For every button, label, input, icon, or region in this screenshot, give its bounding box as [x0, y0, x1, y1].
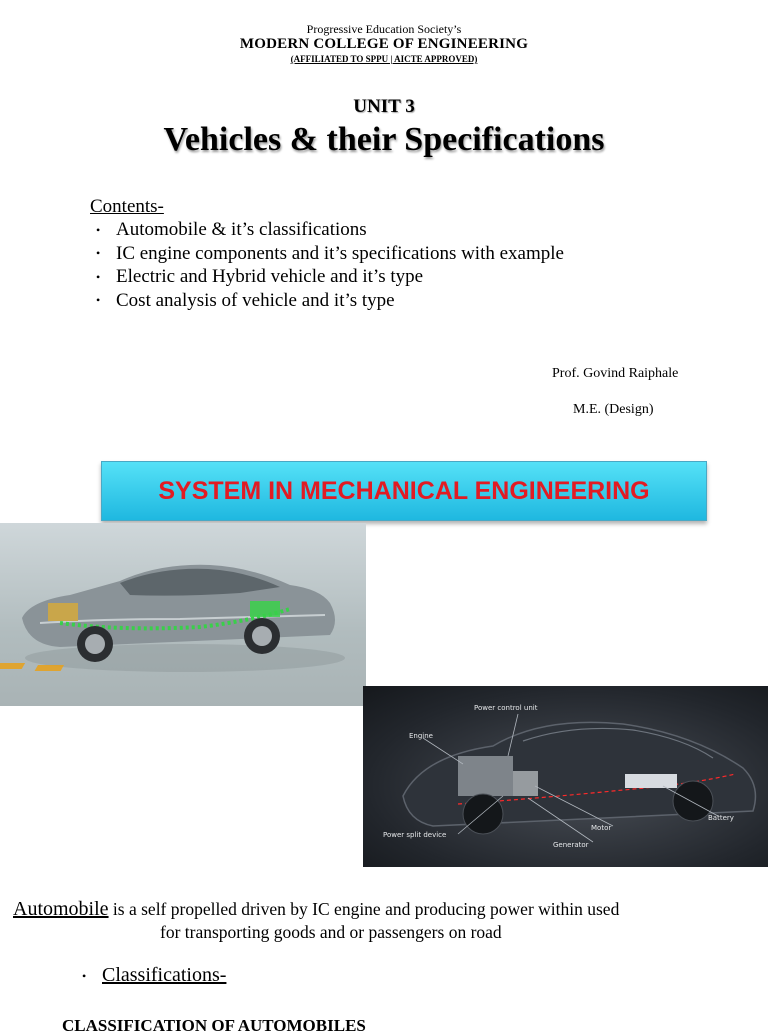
section-banner — [101, 461, 707, 521]
hybrid-car-diagram — [363, 686, 768, 867]
electric-car-image — [0, 523, 366, 706]
college-name: MODERN COLLEGE OF ENGINEERING — [239, 36, 529, 52]
definition-line-1: is a self propelled driven by IC engine and producing power within used — [108, 899, 620, 919]
label-power-split-device: Power split device — [383, 831, 447, 839]
bullet-icon: • — [82, 968, 87, 983]
bullet-icon: • — [96, 293, 101, 308]
definition-line-2: for transporting goods and or passengers on road — [160, 922, 502, 942]
automobile-term: Automobile — [13, 898, 109, 920]
list-item — [96, 265, 564, 289]
list-item — [96, 242, 564, 266]
label-battery: Battery — [708, 814, 734, 822]
list-item-text: Cost analysis of vehicle and it’s type — [116, 289, 395, 311]
hybrid-diagram-illustration — [363, 686, 768, 867]
automobile-definition — [13, 898, 753, 944]
author-name: Prof. Govind Raiphale — [552, 366, 679, 381]
label-motor: Motor — [591, 824, 612, 832]
bullet-icon: • — [96, 246, 101, 261]
list-item-text: IC engine components and it’s specifications with example — [116, 242, 564, 264]
list-item-text: Automobile & it’s classifications — [116, 219, 367, 240]
classifications-label: Classifications- — [102, 964, 227, 986]
list-item — [96, 218, 564, 242]
label-power-control-unit: Power control unit — [474, 704, 538, 712]
contents-list — [96, 218, 564, 312]
society-name: Progressive Education Society’s — [306, 22, 462, 36]
page-title: Vehicles & their Specifications — [163, 121, 605, 158]
contents-heading: Contents- — [90, 196, 164, 217]
list-item-text: Electric and Hybrid vehicle and it’s type — [116, 266, 424, 287]
bullet-icon: • — [96, 269, 101, 284]
classification-heading: CLASSIFICATION OF AUTOMOBILES — [62, 1016, 366, 1035]
list-item — [96, 289, 564, 313]
affiliation-note: (AFFILIATED TO SPPU | AICTE APPROVED) — [290, 54, 478, 64]
bullet-icon: • — [96, 222, 101, 237]
label-engine: Engine — [409, 732, 433, 740]
unit-label: UNIT 3 — [353, 96, 415, 117]
label-generator: Generator — [553, 841, 589, 849]
author-degree: M.E. (Design) — [573, 402, 654, 417]
banner-text: SYSTEM IN MECHANICAL ENGINEERING — [158, 476, 650, 505]
car-illustration — [0, 523, 366, 706]
classifications-item — [82, 964, 226, 987]
